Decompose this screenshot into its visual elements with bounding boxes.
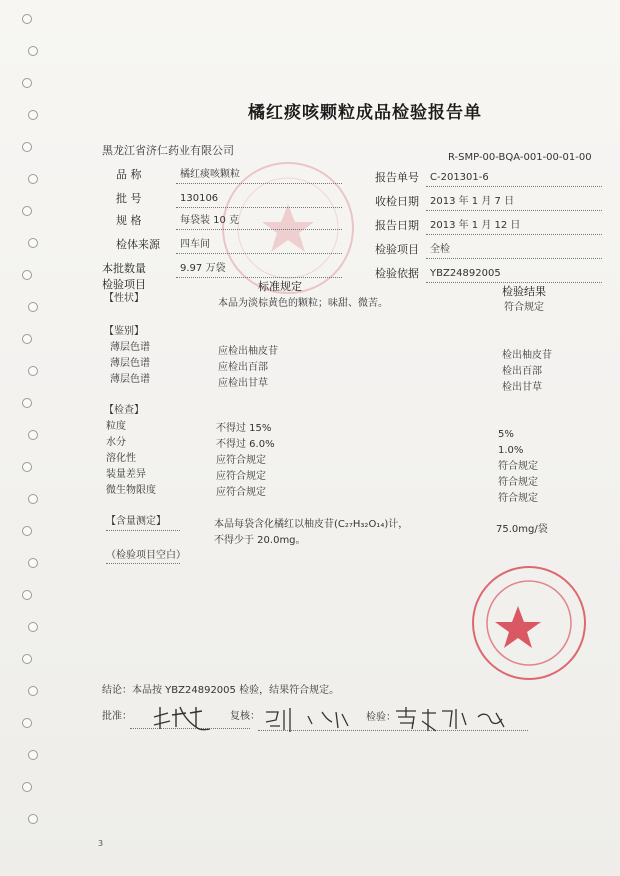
binding-hole — [22, 142, 32, 152]
insp-result-3: 符合规定 — [498, 461, 538, 472]
field-value-spec: 每袋装 10 克 — [180, 215, 240, 226]
binding-hole — [28, 302, 38, 312]
header-result: 检验结果 — [502, 285, 546, 298]
assay-standard-line1: 本品每袋含化橘红以柚皮苷(C₂₇H₃₂O₁₄)计， — [214, 519, 409, 530]
underline — [426, 186, 602, 187]
binding-hole — [22, 78, 32, 88]
inspect-label: 检验： — [366, 712, 396, 723]
conclusion: 结论：本品按 YBZ24892005 检验，结果符合规定。 — [102, 685, 340, 696]
binding-hole — [22, 462, 32, 472]
underline — [426, 282, 602, 283]
field-label-quantity: 本批数量 — [102, 262, 146, 275]
header-standard: 标准规定 — [258, 280, 302, 293]
field-label-test-items: 检验项目 — [375, 243, 419, 256]
document-code: R-SMP-00-BQA-001-00-01-00 — [448, 152, 592, 163]
ident-result-2: 检出百部 — [502, 366, 542, 377]
field-label-spec: 规 格 — [116, 214, 142, 227]
company-stamp-bottom — [472, 566, 586, 680]
character-result: 符合规定 — [504, 302, 544, 313]
insp-result-5: 符合规定 — [498, 493, 538, 504]
blank-note: （检验项目空白） — [106, 550, 186, 561]
underline — [106, 530, 180, 531]
field-value-receive-date: 2013 年 1 月 7 日 — [430, 196, 515, 207]
underline — [176, 207, 342, 208]
field-label-source: 检体来源 — [116, 238, 160, 251]
star-icon — [474, 568, 584, 678]
company-stamp-top — [222, 162, 354, 294]
binding-hole — [22, 206, 32, 216]
insp-item-5: 微生物限度 — [106, 485, 156, 496]
ident-standard-1: 应检出柚皮苷 — [218, 346, 278, 357]
insp-item-1: 粒度 — [106, 421, 126, 432]
ident-item-2: 薄层色谱 — [110, 358, 150, 369]
ident-standard-2: 应检出百部 — [218, 362, 268, 373]
insp-result-4: 符合规定 — [498, 477, 538, 488]
field-value-test-items: 全检 — [430, 244, 450, 255]
company-name: 黑龙江省济仁药业有限公司 — [102, 144, 234, 157]
underline — [176, 229, 342, 230]
binding-hole — [28, 366, 38, 376]
document-title: 橘红痰咳颗粒成品检验报告单 — [248, 103, 482, 123]
reviewer-signature — [262, 704, 352, 734]
review-label: 复核： — [230, 711, 260, 722]
binding-hole — [28, 686, 38, 696]
insp-standard-2: 不得过 6.0% — [216, 439, 275, 450]
section-assay: 【含量测定】 — [106, 516, 166, 527]
assay-result: 75.0mg/袋 — [496, 524, 548, 535]
binding-hole — [28, 750, 38, 760]
underline — [426, 258, 602, 259]
insp-standard-5: 应符合规定 — [216, 487, 266, 498]
insp-item-2: 水分 — [106, 437, 126, 448]
field-label-batch: 批 号 — [116, 192, 142, 205]
insp-result-1: 5% — [498, 429, 514, 440]
field-value-report-date: 2013 年 1 月 12 日 — [430, 220, 521, 231]
underline — [426, 210, 602, 211]
underline — [176, 183, 342, 184]
ident-result-1: 检出柚皮苷 — [502, 350, 552, 361]
ident-item-1: 薄层色谱 — [110, 342, 150, 353]
character-standard: 本品为淡棕黄色的颗粒；味甜、微苦。 — [218, 298, 388, 309]
field-label-basis: 检验依据 — [375, 267, 419, 280]
section-identification: 【鉴别】 — [104, 326, 144, 337]
binding-hole — [28, 46, 38, 56]
binding-hole — [22, 398, 32, 408]
inspector-signature — [392, 703, 512, 735]
binding-hole — [28, 238, 38, 248]
binding-hole — [28, 814, 38, 824]
binding-hole — [28, 558, 38, 568]
binding-hole — [28, 430, 38, 440]
binding-hole — [22, 14, 32, 24]
binding-hole — [22, 526, 32, 536]
field-value-report-no: C-201301-6 — [430, 172, 489, 183]
ident-result-3: 检出甘草 — [502, 382, 542, 393]
ident-item-3: 薄层色谱 — [110, 374, 150, 385]
insp-item-3: 溶化性 — [106, 453, 136, 464]
approver-signature — [150, 703, 214, 733]
field-value-source: 四车间 — [180, 239, 210, 250]
binding-hole — [28, 110, 38, 120]
field-label-report-no: 报告单号 — [375, 171, 419, 184]
ident-standard-3: 应检出甘草 — [218, 378, 268, 389]
section-inspection: 【检查】 — [104, 405, 144, 416]
field-value-quantity: 9.97 万袋 — [180, 263, 226, 274]
binding-hole — [22, 334, 32, 344]
header-item: 检验项目 — [102, 278, 146, 291]
assay-standard-line2: 不得少于 20.0mg。 — [214, 535, 306, 546]
page-mark: 3 — [98, 839, 104, 848]
insp-item-4: 装量差异 — [106, 469, 146, 480]
underline — [176, 277, 342, 278]
binding-hole — [22, 590, 32, 600]
binding-hole — [28, 622, 38, 632]
section-character: 【性状】 — [104, 293, 144, 304]
binding-hole — [22, 654, 32, 664]
binding-hole — [22, 782, 32, 792]
field-label-report-date: 报告日期 — [375, 219, 419, 232]
binding-hole — [28, 494, 38, 504]
field-label-receive-date: 收检日期 — [375, 195, 419, 208]
field-value-batch: 130106 — [180, 193, 219, 204]
binding-hole — [22, 718, 32, 728]
field-value-product: 橘红痰咳颗粒 — [180, 169, 240, 180]
insp-standard-1: 不得过 15% — [216, 423, 272, 434]
insp-standard-4: 应符合规定 — [216, 471, 266, 482]
binding-hole — [22, 270, 32, 280]
field-label-product: 品 称 — [116, 168, 142, 181]
approve-label: 批准： — [102, 711, 132, 722]
field-value-basis: YBZ24892005 — [430, 268, 501, 279]
insp-standard-3: 应符合规定 — [216, 455, 266, 466]
underline — [106, 563, 180, 564]
binding-hole — [28, 174, 38, 184]
underline — [176, 253, 342, 254]
insp-result-2: 1.0% — [498, 445, 524, 456]
underline — [426, 234, 602, 235]
